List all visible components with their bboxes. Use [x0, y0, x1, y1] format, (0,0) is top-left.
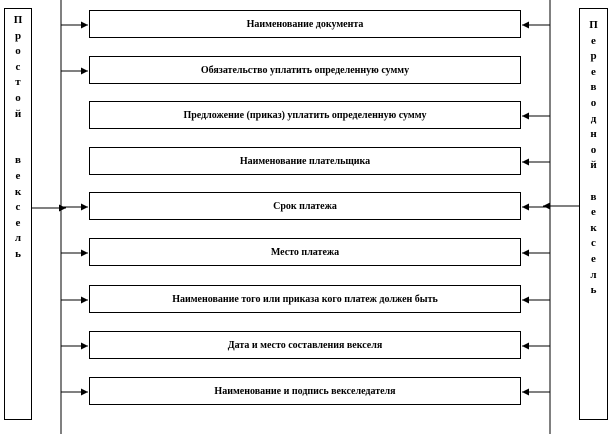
- transfer-bill-letter: н: [590, 128, 597, 141]
- simple-bill-letter: л: [14, 232, 22, 245]
- transfer-bill-letter: П: [589, 19, 598, 31]
- requisite-box: [89, 192, 521, 220]
- requisite-label: Место платежа: [270, 246, 340, 258]
- requisite-box: [89, 101, 521, 129]
- simple-bill-letter: П: [13, 14, 23, 26]
- requisite-label: Срок платежа: [273, 200, 337, 212]
- requisite-box: [89, 377, 521, 405]
- transfer-bill-letter: ь: [590, 284, 597, 297]
- requisite-label: Дата и место составления векселя: [227, 339, 383, 351]
- simple-bill-letter: к: [14, 185, 22, 198]
- requisite-label: Предложение (приказ) уплатить определенную сумму: [183, 109, 427, 121]
- simple-bill-letter: е: [15, 169, 21, 182]
- transfer-bill-letter: й: [590, 159, 597, 172]
- transfer-bill-letter: е: [591, 252, 596, 265]
- transfer-bill-letter: д: [590, 112, 597, 125]
- transfer-bill-letter: р: [590, 50, 597, 63]
- simple-bill-letter: р: [14, 29, 22, 42]
- transfer-bill-letter: в: [590, 190, 597, 203]
- transfer-bill-letter: е: [591, 34, 596, 47]
- requisite-label: Наименование и подпись векселедателя: [214, 385, 396, 397]
- simple-bill-letter: с: [15, 60, 21, 73]
- simple-bill-letter: о: [15, 91, 21, 104]
- simple-bill-letter: в: [15, 154, 21, 167]
- requisite-box: [89, 238, 521, 266]
- requisite-box: [89, 285, 521, 313]
- simple-bill-letter: о: [15, 45, 21, 58]
- simple-bill-letter: е: [15, 216, 21, 229]
- transfer-bill-letter: к: [590, 221, 597, 234]
- transfer-bill-block: [579, 8, 608, 420]
- transfer-bill-letter: л: [590, 268, 597, 281]
- requisite-label: Наименование того или приказа кого платеж должен быть: [172, 293, 438, 305]
- simple-bill-letter: с: [15, 201, 21, 214]
- requisite-label: Наименование плательщика: [239, 155, 371, 167]
- transfer-bill-letter: с: [591, 237, 596, 250]
- requisite-box: [89, 56, 521, 84]
- simple-bill-letter: т: [15, 76, 21, 89]
- transfer-bill-letter: е: [591, 206, 596, 219]
- transfer-bill-letter: в: [590, 81, 597, 94]
- simple-bill-block: [4, 8, 32, 420]
- simple-bill-label: [5, 13, 31, 263]
- requisite-label: Обязательство уплатить определенную сумму: [200, 64, 410, 76]
- simple-bill-letter: й: [14, 107, 22, 120]
- transfer-bill-letter: о: [590, 96, 597, 109]
- requisite-box: [89, 10, 521, 38]
- transfer-bill-letter: е: [591, 65, 596, 78]
- transfer-bill-letter: о: [590, 143, 597, 156]
- requisite-box: [89, 331, 521, 359]
- requisite-box: [89, 147, 521, 175]
- requisite-label: Наименование документа: [246, 18, 364, 30]
- simple-bill-letter: ь: [15, 247, 21, 260]
- transfer-bill-label: [580, 18, 607, 299]
